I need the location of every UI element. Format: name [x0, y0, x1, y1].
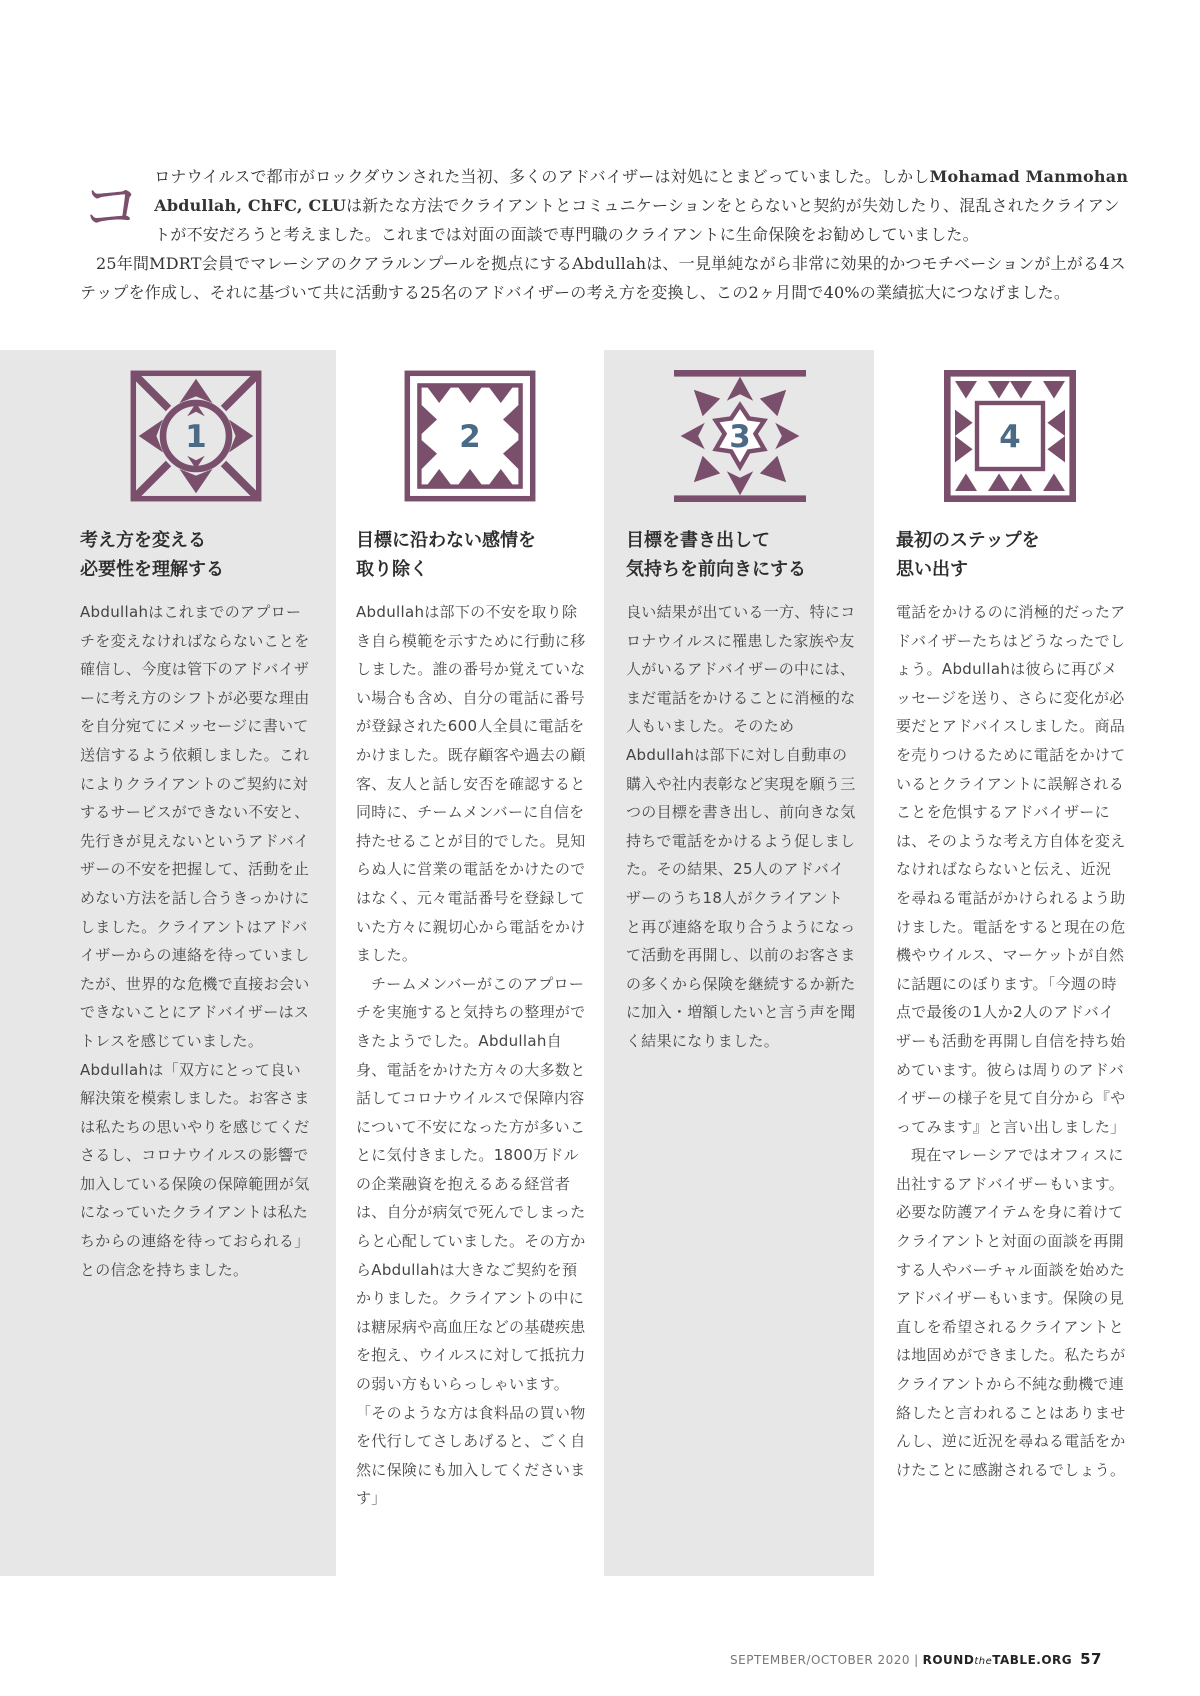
step-paragraph: 現在マレーシアではオフィスに出社するアドバイザーもいます。必要な防護アイテムを身に着けてクライアントと対面の面談を再開する人やバーチャル面談を始めたアドバイザーもいます。保険の見直しを希望されるクライアントとは地固めができました。私たちがクライアントから不純な動機で連絡したと言われることはありませんし、逆に近況を尋ねる電話をかけたことに感謝されるでしょう。: [896, 1146, 1126, 1479]
step-title-line-1: 最初のステップを: [896, 530, 1040, 551]
step-title-line-2: 必要性を理解する: [80, 559, 224, 580]
step-number: 3: [729, 419, 751, 455]
step-paragraph: チームメンバーがこのアプローチを実施すると気持ちの整理ができたようでした。Abdullah自身、電話をかけた方々の大多数と話してコロナウイルスで保障内容について不安になった方が多いことに気付きました。1800万ドルの企業融資を抱えるある経営者は、自分が病気で死んでしまったらと心配していました。その方からAbdullahは大きなご契約を預かりました。クライアントの中には糖尿病や高血圧などの基礎疾患を抱え、ウイルスに対して抵抗力の弱い方もいらっしゃいます。「そのような方は食料品の買い物を代行してさしあげると、ごく自然に保険にも加入してくださいます」: [356, 974, 586, 1508]
step-number: 2: [459, 419, 481, 455]
step-paragraph: 良い結果が出ている一方、特にコロナウイルスに罹患した家族や友人がいるアドバイザーの中には、まだ電話をかけることに消極的な人もいました。そのためAbdullahは部下に対し自動車の購入や社内表彰など実現を願う三つの目標を書き出し、前向きな気持ちで電話をかけるよう促しました。その結果、25人のアドバイザーのうち18人がクライアントと再び連絡を取り合うようになって活動を再開し、以前のお客さまの多くから保険を継続するか新たに加入・増額したいと言う声を聞く結果になりました。: [626, 603, 856, 1050]
step-body: [356, 598, 588, 1513]
step-title-line-2: 気持ちを前向きにする: [626, 559, 806, 580]
step-title-line-1: 考え方を変える: [80, 530, 206, 551]
step-title-line-2: 取り除く: [356, 559, 428, 580]
intro-paragraph-2: 25年間MDRT会員でマレーシアのクアラルンプールを拠点にするAbdullahは、一見単純ながら非常に効果的かつモチベーションが上がる4ステップを作成し、それに基づいて共に活動する25名のアドバイザーの考え方を変換し、この2ヶ月間で40%の業績拡大につなげました。: [80, 254, 1126, 302]
step-body: [896, 598, 1126, 1484]
geometric-emblem-icon: [944, 370, 1076, 502]
step-column-3: [604, 350, 874, 1056]
intro-paragraph-1: [80, 162, 1130, 249]
intro-text-a: ロナウイルスで都市がロックダウンされた当初、多くのアドバイザーは対処にとまどっていました。しかし: [154, 167, 930, 186]
issue-date: SEPTEMBER/OCTOBER 2020: [730, 1653, 911, 1667]
step-paragraph: Abdullahは部下の不安を取り除き自ら模範を示すために行動に移しました。誰の番号か覚えていない場合も含め、自分の電話に番号が登録された600人全員に電話をかけました。既存顧客や過去の顧客、友人と話し安否を確認すると同時に、チームメンバーに自信を持たせることが目的でした。見知らぬ人に営業の電話をかけたのではなく、元々電話番号を登録していた方々に親切心から電話をかけました。: [356, 603, 586, 965]
step-column-2: [336, 350, 604, 1513]
geometric-emblem-icon: [404, 370, 536, 502]
step-title-line-1: 目標を書き出して: [626, 530, 770, 551]
step-title: [896, 526, 1126, 584]
intro-text-b: は新たな方法でクライアントとコミュニケーションをとらないと契約が失効したり、混乱されたクライアントが不安だろうと考えました。これまでは対面の面談で専門職のクライアントに生命保険をお勧めしていました。: [154, 196, 1120, 244]
site-name-part: the: [974, 1656, 993, 1667]
step-title: [626, 526, 856, 584]
site-name: [923, 1653, 1073, 1667]
step-column-1: [0, 350, 336, 1284]
step-title-line-1: 目標に沿わない感情を: [356, 530, 536, 551]
step-body: [626, 598, 856, 1056]
step-paragraph: Abdullahはこれまでのアプローチを変えなければならないことを確信し、今度は管下のアドバイザーに考え方のシフトが必要な理由を自分宛てにメッセージに書いて送信するよう依頼しました。これによりクライアントのご契約に対するサービスができない不安と、先行きが見えないというアドバイザーの不安を把握して、活動を止めない方法を話し合うきっかけにしました。クライアントはアドバイザーからの連絡を待っていましたが、世界的な危機で直接お会いできないことにアドバイザーはストレスを感じていました。Abdullahは「双方にとって良い解決策を模索しました。お客さまは私たちの思いやりを感じてくださるし、コロナウイルスの影響で加入している保険の保障範囲が気になっていたクライアントは私たちからの連絡を待っておられる」との信念を持ちました。: [80, 603, 310, 1279]
site-name-part: TABLE.ORG: [992, 1653, 1073, 1667]
page-number: 57: [1080, 1650, 1102, 1668]
footer-separator: |: [914, 1653, 919, 1667]
step-title: [80, 526, 312, 584]
step-column-4: [874, 350, 1144, 1484]
step-number: 1: [185, 419, 207, 455]
site-name-part: ROUND: [922, 1653, 975, 1667]
page-footer: [730, 1650, 1102, 1668]
geometric-emblem-icon: [130, 370, 262, 502]
drop-cap: コ: [80, 170, 143, 243]
author-name: Mohamad Manmohan Abdullah, ChFC, CLU: [154, 167, 1129, 215]
step-number: 4: [999, 419, 1021, 455]
intro: [80, 162, 1130, 307]
step-title-line-2: 思い出す: [896, 559, 968, 580]
step-paragraph: 電話をかけるのに消極的だったアドバイザーたちはどうなったでしょう。Abdullahは彼らに再びメッセージを送り、さらに変化が必要だとアドバイスしました。商品を売りつけるために電話をかけているとクライアントに誤解されることを危惧するアドバイザーには、そのような考え方自体を変えなければならないと伝え、近況を尋ねる電話がかけられるよう助けました。電話をすると現在の危機やウイルス、マーケットが自然に話題にのぼります。「今週の時点で最後の1人か2人のアドバイザーも活動を再開し自信を持ち始めています。彼らは周りのアドバイザーの様子を見て自分から『やってみます』と言い出しました」: [896, 603, 1126, 1136]
step-title: [356, 526, 588, 584]
geometric-emblem-icon: [674, 370, 806, 502]
step-body: [80, 598, 312, 1284]
